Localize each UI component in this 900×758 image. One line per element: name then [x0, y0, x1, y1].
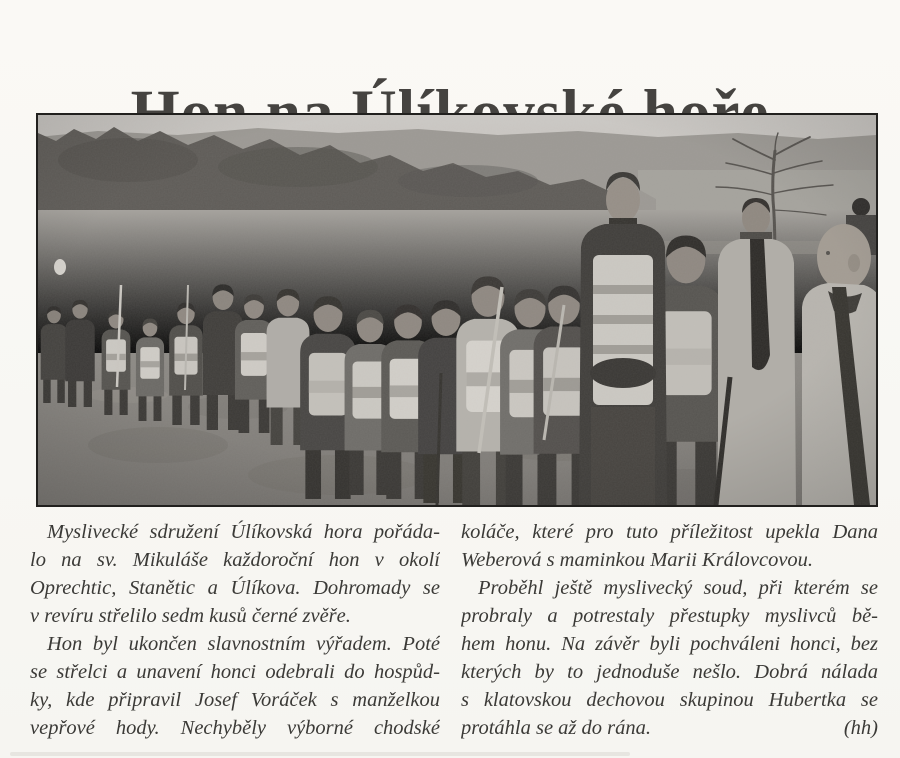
text-column-right — [461, 518, 878, 742]
text-column-left — [30, 518, 440, 742]
text-line: Oprechtic, Stanětic a Úlíkova. Dohromady se — [30, 577, 440, 599]
text-line: Proběhl ještě myslivecký soud, při kterém se — [478, 577, 878, 599]
text-line: lo na sv. Mikuláše každoroční hon v okolí — [30, 549, 440, 571]
text-line: vepřové hody. Nechyběly výborné chodské — [30, 717, 440, 739]
text-line: s klatovskou dechovou skupinou Hubertka se — [461, 689, 878, 711]
article-photo — [36, 113, 878, 507]
text-line: koláče, které pro tuto příležitost upekla Dana — [461, 521, 878, 543]
scan-edge-artifact — [10, 752, 630, 756]
text-line: probraly a potrestaly přestupky myslivců bě- — [461, 605, 878, 627]
article-body — [30, 518, 878, 742]
author-signature: (hh) — [843, 717, 878, 739]
text-line: hem honu. Na závěr byli pochváleni honci, bez — [461, 633, 878, 655]
text-line-fragment: protáhla se až do rána. — [461, 717, 652, 739]
hunt-photo-illustration — [38, 115, 876, 505]
text-line: Myslivecké sdružení Úlíkovská hora pořáda- — [47, 521, 440, 543]
text-line: kterých by to jednoduše nešlo. Dobrá nálada — [461, 661, 878, 683]
text-line: v revíru střelilo sedm kusů černé zvěře. — [30, 605, 351, 627]
text-line: se střelci a unavení honci odebrali do hospůd- — [30, 661, 440, 683]
text-line — [461, 714, 878, 742]
text-line: Hon byl ukončen slavnostním výřadem. Poté — [47, 633, 440, 655]
text-line: Weberová s maminkou Marii Královcovou. — [461, 549, 814, 571]
text-line: ky, kde připravil Josef Voráček s manželkou — [30, 689, 440, 711]
